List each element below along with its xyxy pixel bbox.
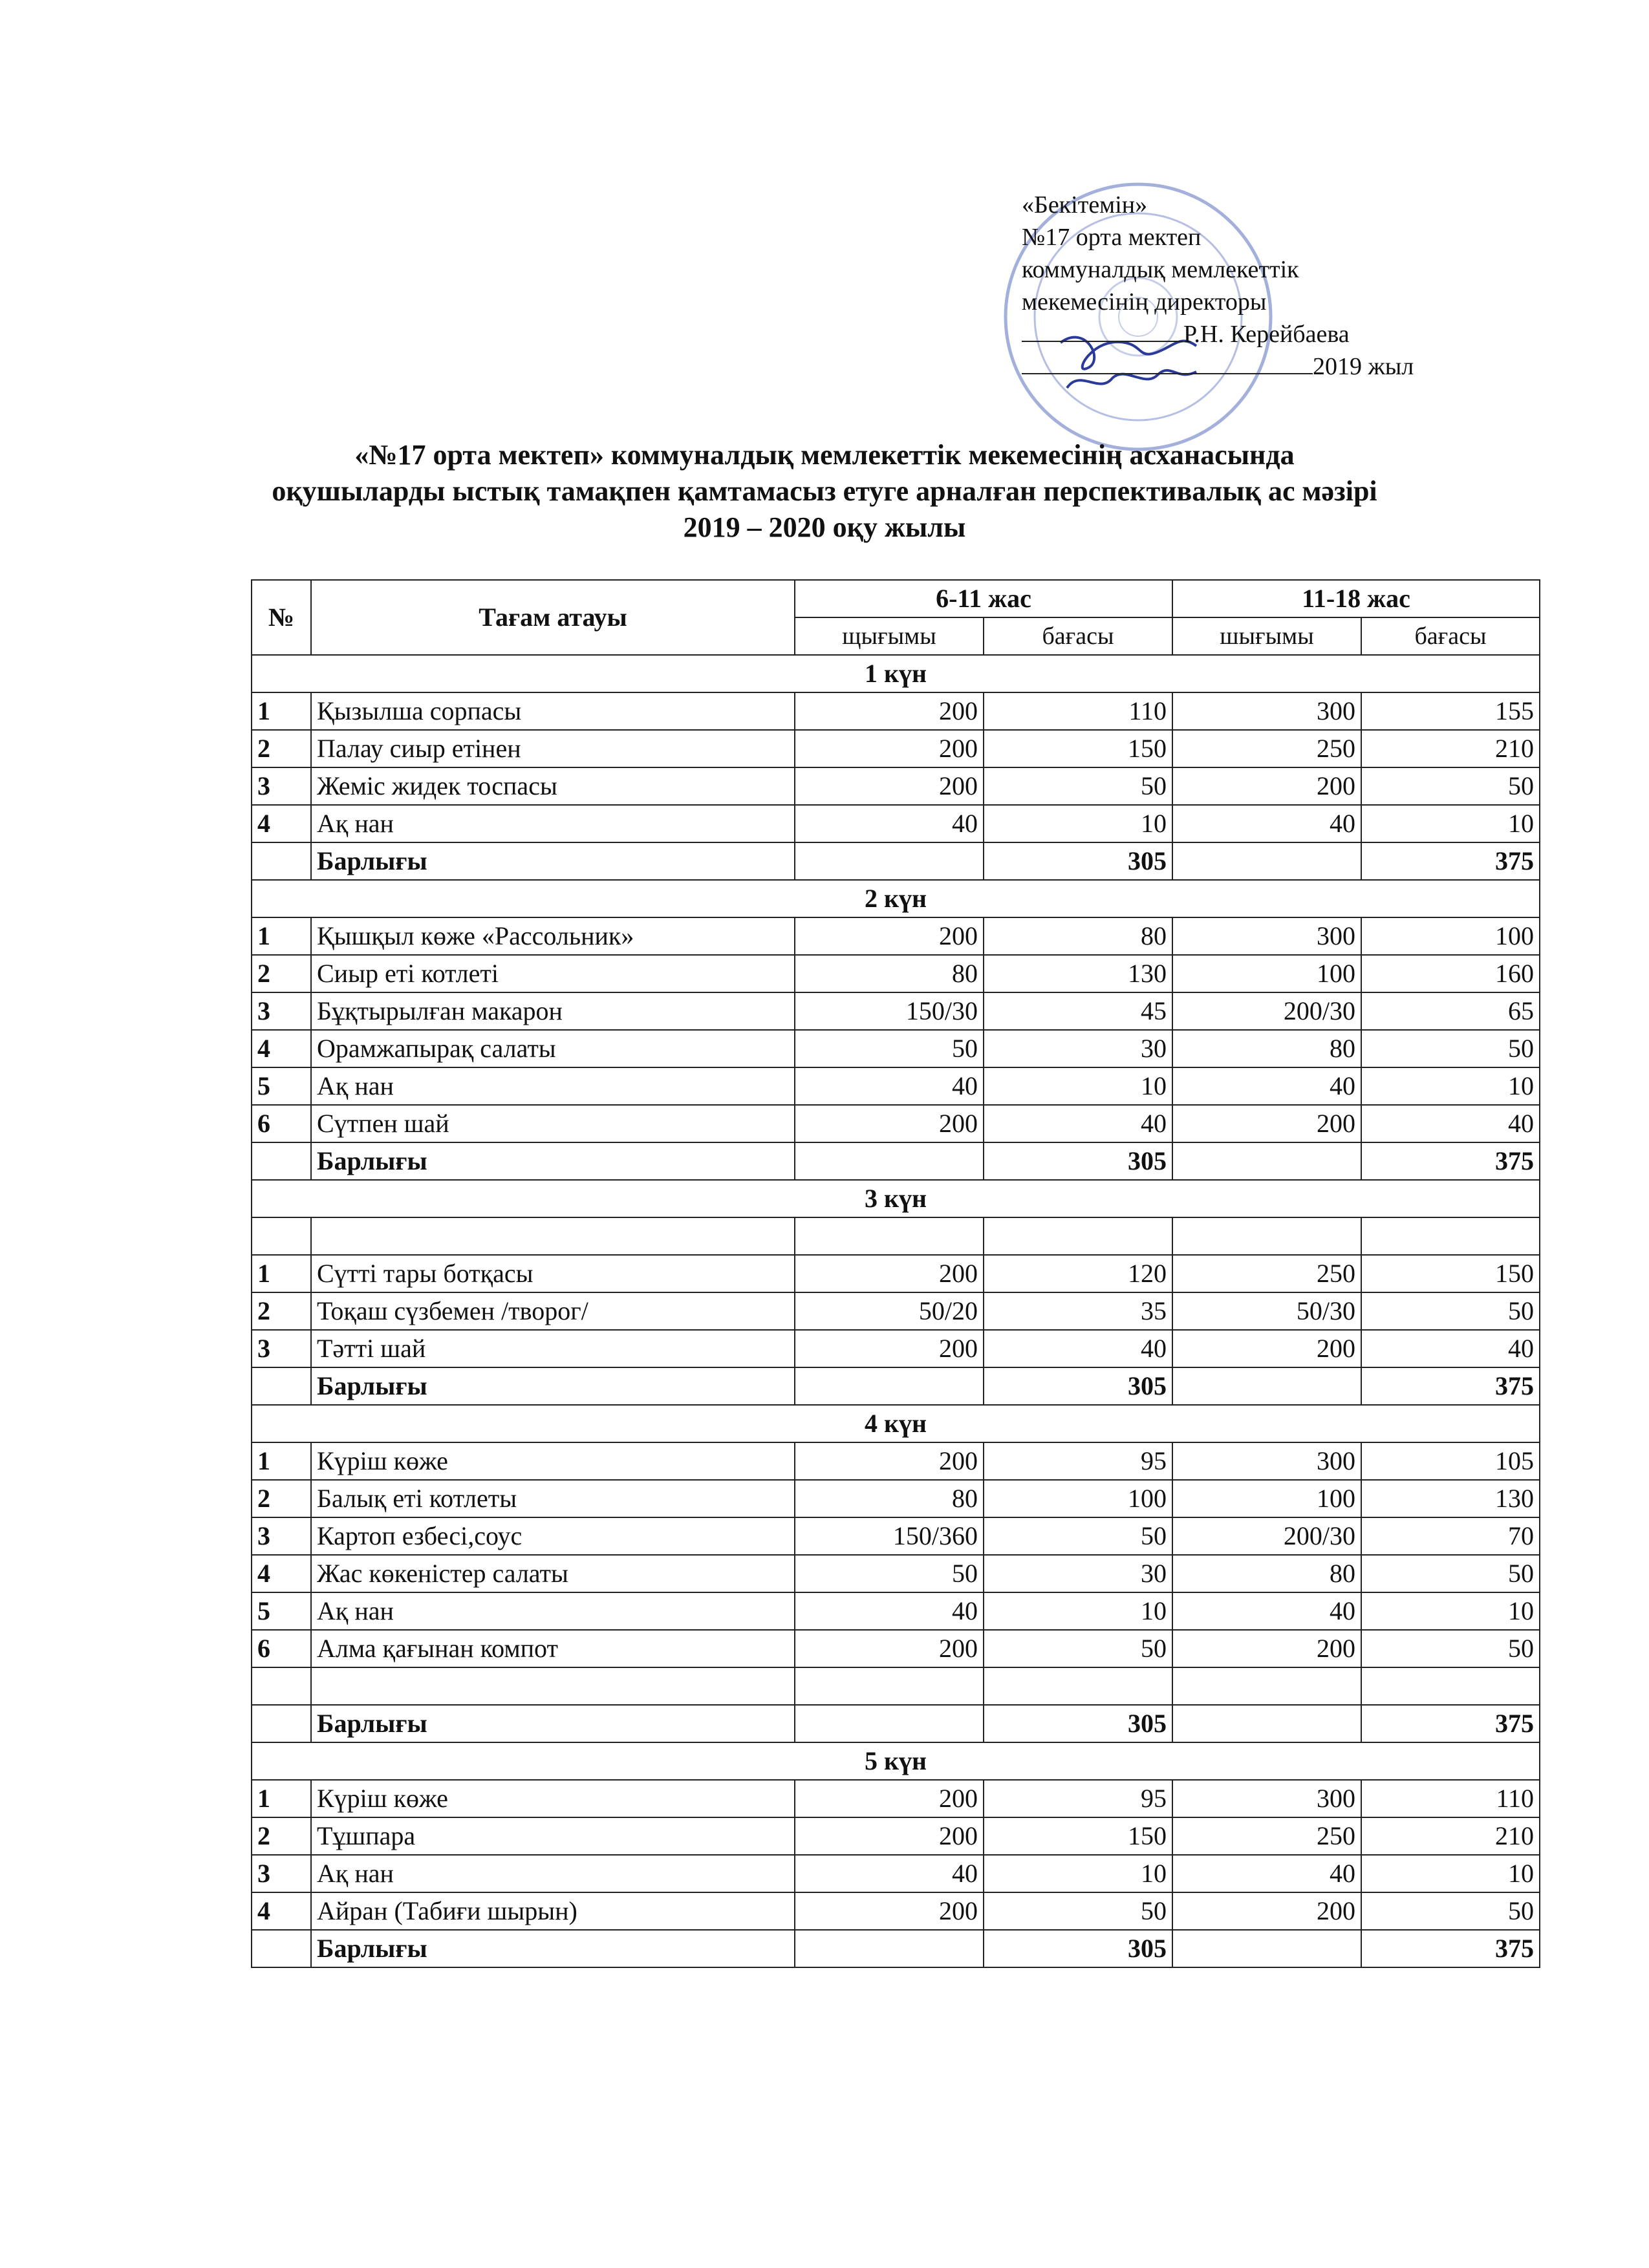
day-header-row [252, 1180, 1540, 1217]
day-header-row [252, 880, 1540, 917]
price-11-18: 10 [1361, 1067, 1540, 1105]
output-6-11: 80 [795, 955, 984, 992]
total-label: Барлығы [311, 1142, 795, 1180]
output-6-11: 200 [795, 1442, 984, 1480]
output-11-18: 250 [1172, 1255, 1361, 1292]
table-row [252, 1105, 1540, 1142]
price-11-18: 50 [1361, 1892, 1540, 1930]
price-11-18: 155 [1361, 692, 1540, 730]
price-11-18: 50 [1361, 1555, 1540, 1592]
dish-name: Палау сиыр етінен [311, 730, 795, 767]
item-number: 1 [252, 917, 311, 955]
empty-cell-price-6-11 [984, 1217, 1172, 1255]
title-line-3: 2019 – 2020 оқу жылы [683, 511, 966, 543]
price-6-11: 10 [984, 1067, 1172, 1105]
output-11-18: 300 [1172, 692, 1361, 730]
total-empty-output-6-11 [795, 1367, 984, 1405]
header-price-11-18: бағасы [1361, 617, 1540, 655]
total-row [252, 1142, 1540, 1180]
price-6-11: 50 [984, 1630, 1172, 1667]
output-6-11: 200 [795, 692, 984, 730]
table-row [252, 692, 1540, 730]
header-dish-name: Тағам атауы [311, 580, 795, 655]
table-row [252, 955, 1540, 992]
dish-name: Балық еті котлеты [311, 1480, 795, 1517]
output-6-11: 200 [795, 1255, 984, 1292]
output-6-11: 40 [795, 805, 984, 842]
price-11-18: 10 [1361, 805, 1540, 842]
price-6-11: 30 [984, 1030, 1172, 1067]
price-6-11: 130 [984, 955, 1172, 992]
dish-name: Қышқыл көже «Рассольник» [311, 917, 795, 955]
price-11-18: 65 [1361, 992, 1540, 1030]
total-price-11-18: 375 [1361, 842, 1540, 880]
total-price-6-11: 305 [984, 842, 1172, 880]
output-11-18: 40 [1172, 1067, 1361, 1105]
price-6-11: 95 [984, 1780, 1172, 1817]
output-11-18: 200 [1172, 1105, 1361, 1142]
output-11-18: 50/30 [1172, 1292, 1361, 1330]
price-6-11: 110 [984, 692, 1172, 730]
total-empty-output-6-11 [795, 1930, 984, 1967]
output-11-18: 250 [1172, 730, 1361, 767]
day-header-row [252, 1742, 1540, 1780]
table-row [252, 805, 1540, 842]
item-number: 5 [252, 1592, 311, 1630]
total-empty-output-6-11 [795, 1142, 984, 1180]
total-label: Барлығы [311, 1367, 795, 1405]
total-empty-output-11-18 [1172, 1930, 1361, 1967]
output-6-11: 200 [795, 1630, 984, 1667]
item-number: 2 [252, 1480, 311, 1517]
table-row [252, 1780, 1540, 1817]
output-6-11: 200 [795, 917, 984, 955]
output-11-18: 300 [1172, 1780, 1361, 1817]
total-price-6-11: 305 [984, 1705, 1172, 1742]
empty-cell-dish-name [311, 1667, 795, 1705]
day-label: 2 күн [252, 880, 1540, 917]
empty-cell-output-6-11 [795, 1217, 984, 1255]
output-6-11: 150/30 [795, 992, 984, 1030]
total-price-11-18: 375 [1361, 1930, 1540, 1967]
total-row [252, 842, 1540, 880]
item-number: 6 [252, 1105, 311, 1142]
dish-name: Тұшпара [311, 1817, 795, 1855]
price-6-11: 30 [984, 1555, 1172, 1592]
table-row [252, 1817, 1540, 1855]
approval-year: 2019 жыл [1313, 353, 1414, 380]
price-11-18: 70 [1361, 1517, 1540, 1555]
empty-row [252, 1667, 1540, 1705]
total-label: Барлығы [311, 1705, 795, 1742]
output-11-18: 80 [1172, 1030, 1361, 1067]
output-6-11: 200 [795, 1105, 984, 1142]
output-6-11: 40 [795, 1592, 984, 1630]
price-6-11: 120 [984, 1255, 1172, 1292]
total-empty-output-11-18 [1172, 1705, 1361, 1742]
table-row [252, 1030, 1540, 1067]
price-6-11: 45 [984, 992, 1172, 1030]
table-row [252, 1067, 1540, 1105]
price-6-11: 50 [984, 1892, 1172, 1930]
output-6-11: 50 [795, 1555, 984, 1592]
dish-name: Сиыр еті котлеті [311, 955, 795, 992]
table-row [252, 1330, 1540, 1367]
output-11-18: 100 [1172, 955, 1361, 992]
total-price-11-18: 375 [1361, 1705, 1540, 1742]
output-11-18: 200 [1172, 1330, 1361, 1367]
table-row [252, 1517, 1540, 1555]
price-6-11: 150 [984, 730, 1172, 767]
table-row [252, 1555, 1540, 1592]
empty-cell-output-6-11 [795, 1667, 984, 1705]
item-number: 1 [252, 1442, 311, 1480]
total-empty-output-6-11 [795, 842, 984, 880]
output-11-18: 200 [1172, 1892, 1361, 1930]
dish-name: Картоп езбесі,соус [311, 1517, 795, 1555]
director-position: мекемесінің директоры [1022, 288, 1267, 316]
price-11-18: 160 [1361, 955, 1540, 992]
output-11-18: 250 [1172, 1817, 1361, 1855]
dish-name: Қызылша сорпасы [311, 692, 795, 730]
output-11-18: 200 [1172, 767, 1361, 805]
item-number: 2 [252, 730, 311, 767]
document-title [194, 437, 1455, 546]
total-empty-output-11-18 [1172, 1367, 1361, 1405]
total-row [252, 1705, 1540, 1742]
dish-name: Ақ нан [311, 1592, 795, 1630]
price-6-11: 40 [984, 1330, 1172, 1367]
table-row [252, 1292, 1540, 1330]
empty-cell-output-11-18 [1172, 1667, 1361, 1705]
item-number: 5 [252, 1067, 311, 1105]
day-label: 3 күн [252, 1180, 1540, 1217]
menu-table-body [252, 655, 1540, 1967]
dish-name: Сүтті тары ботқасы [311, 1255, 795, 1292]
item-number: 1 [252, 1255, 311, 1292]
total-price-6-11: 305 [984, 1367, 1172, 1405]
price-6-11: 80 [984, 917, 1172, 955]
output-6-11: 200 [795, 730, 984, 767]
day-label: 1 күн [252, 655, 1540, 692]
approval-date-line [1022, 350, 1474, 383]
header-output-6-11: щығымы [795, 617, 984, 655]
item-number: 4 [252, 1892, 311, 1930]
price-6-11: 10 [984, 805, 1172, 842]
price-6-11: 95 [984, 1442, 1172, 1480]
output-6-11: 40 [795, 1067, 984, 1105]
output-6-11: 40 [795, 1855, 984, 1892]
table-row [252, 1255, 1540, 1292]
total-empty-output-11-18 [1172, 1142, 1361, 1180]
output-6-11: 50/20 [795, 1292, 984, 1330]
dish-name: Ақ нан [311, 805, 795, 842]
output-6-11: 80 [795, 1480, 984, 1517]
price-11-18: 100 [1361, 917, 1540, 955]
day-label: 4 күн [252, 1405, 1540, 1442]
price-6-11: 35 [984, 1292, 1172, 1330]
total-row [252, 1367, 1540, 1405]
price-11-18: 110 [1361, 1780, 1540, 1817]
price-11-18: 50 [1361, 1030, 1540, 1067]
item-number: 3 [252, 1517, 311, 1555]
price-11-18: 50 [1361, 1292, 1540, 1330]
output-11-18: 100 [1172, 1480, 1361, 1517]
table-row [252, 1855, 1540, 1892]
table-row [252, 730, 1540, 767]
price-6-11: 50 [984, 1517, 1172, 1555]
empty-cell-price-6-11 [984, 1667, 1172, 1705]
header-age-6-11: 6-11 жас [795, 580, 1172, 617]
output-6-11: 50 [795, 1030, 984, 1067]
title-line-2: оқушыларды ыстық тамақпен қамтамасыз етуге арналған перспективалық ас мәзірі [272, 475, 1377, 507]
output-11-18: 40 [1172, 1855, 1361, 1892]
dish-name: Күріш көже [311, 1780, 795, 1817]
total-label: Барлығы [311, 1930, 795, 1967]
output-6-11: 200 [795, 1330, 984, 1367]
empty-cell-price-11-18 [1361, 1217, 1540, 1255]
total-row [252, 1930, 1540, 1967]
price-11-18: 50 [1361, 1630, 1540, 1667]
output-6-11: 200 [795, 1892, 984, 1930]
item-number: 4 [252, 805, 311, 842]
header-price-6-11: бағасы [984, 617, 1172, 655]
price-6-11: 50 [984, 767, 1172, 805]
item-number: 3 [252, 1330, 311, 1367]
item-number: 6 [252, 1630, 311, 1667]
price-11-18: 105 [1361, 1442, 1540, 1480]
dish-name: Сүтпен шай [311, 1105, 795, 1142]
price-11-18: 40 [1361, 1105, 1540, 1142]
total-label: Барлығы [311, 842, 795, 880]
dish-name: Тәтті шай [311, 1330, 795, 1367]
output-11-18: 40 [1172, 805, 1361, 842]
item-number: 2 [252, 955, 311, 992]
item-number: 1 [252, 1780, 311, 1817]
dish-name: Орамжапырақ салаты [311, 1030, 795, 1067]
dish-name: Бұқтырылған макарон [311, 992, 795, 1030]
output-11-18: 200/30 [1172, 992, 1361, 1030]
dish-name: Ақ нан [311, 1855, 795, 1892]
empty-cell-output-11-18 [1172, 1217, 1361, 1255]
output-6-11: 150/360 [795, 1517, 984, 1555]
item-number: 4 [252, 1030, 311, 1067]
price-11-18: 150 [1361, 1255, 1540, 1292]
price-6-11: 40 [984, 1105, 1172, 1142]
total-price-11-18: 375 [1361, 1367, 1540, 1405]
approval-label: «Бекітемін» [1022, 191, 1148, 219]
table-row [252, 767, 1540, 805]
total-price-6-11: 305 [984, 1142, 1172, 1180]
total-empty-number [252, 1930, 311, 1967]
header-number: № [252, 580, 311, 655]
empty-cell-price-11-18 [1361, 1667, 1540, 1705]
total-empty-number [252, 1142, 311, 1180]
header-age-11-18: 11-18 жас [1172, 580, 1540, 617]
price-6-11: 10 [984, 1855, 1172, 1892]
dish-name: Айран (Табиғи шырын) [311, 1892, 795, 1930]
title-line-1: «№17 орта мектеп» коммуналдық мемлекеттік мекемесінің асханасында [354, 439, 1295, 471]
price-6-11: 10 [984, 1592, 1172, 1630]
dish-name: Ақ нан [311, 1067, 795, 1105]
school-name: №17 орта мектеп [1022, 224, 1202, 251]
table-row [252, 1892, 1540, 1930]
price-11-18: 210 [1361, 730, 1540, 767]
total-empty-output-11-18 [1172, 842, 1361, 880]
empty-cell-number [252, 1667, 311, 1705]
total-empty-number [252, 842, 311, 880]
table-row [252, 992, 1540, 1030]
dish-name: Алма қағынан компот [311, 1630, 795, 1667]
output-11-18: 200 [1172, 1630, 1361, 1667]
output-6-11: 200 [795, 1780, 984, 1817]
output-6-11: 200 [795, 767, 984, 805]
item-number: 2 [252, 1817, 311, 1855]
empty-cell-number [252, 1217, 311, 1255]
item-number: 2 [252, 1292, 311, 1330]
empty-row [252, 1217, 1540, 1255]
total-empty-number [252, 1705, 311, 1742]
output-11-18: 40 [1172, 1592, 1361, 1630]
output-11-18: 300 [1172, 1442, 1361, 1480]
day-header-row [252, 655, 1540, 692]
total-price-6-11: 305 [984, 1930, 1172, 1967]
output-11-18: 200/30 [1172, 1517, 1361, 1555]
director-name: Р.Н. Керейбаева [1183, 321, 1350, 348]
empty-cell-dish-name [311, 1217, 795, 1255]
total-empty-output-6-11 [795, 1705, 984, 1742]
item-number: 3 [252, 767, 311, 805]
table-row [252, 917, 1540, 955]
header-output-11-18: шығымы [1172, 617, 1361, 655]
total-empty-number [252, 1367, 311, 1405]
price-11-18: 40 [1361, 1330, 1540, 1367]
approval-block [1022, 189, 1474, 383]
signature-blank [1022, 341, 1183, 342]
total-price-11-18: 375 [1361, 1142, 1540, 1180]
item-number: 3 [252, 1855, 311, 1892]
output-11-18: 80 [1172, 1555, 1361, 1592]
price-11-18: 50 [1361, 767, 1540, 805]
dish-name: Жеміс жидек тоспасы [311, 767, 795, 805]
menu-table [251, 579, 1540, 1968]
institution-type: коммуналдық мемлекеттік [1022, 256, 1299, 283]
table-row [252, 1480, 1540, 1517]
day-header-row [252, 1405, 1540, 1442]
dish-name: Жас көкеністер салаты [311, 1555, 795, 1592]
day-label: 5 күн [252, 1742, 1540, 1780]
price-11-18: 130 [1361, 1480, 1540, 1517]
director-signature-line [1022, 318, 1474, 350]
output-11-18: 300 [1172, 917, 1361, 955]
price-6-11: 100 [984, 1480, 1172, 1517]
dish-name: Күріш көже [311, 1442, 795, 1480]
price-11-18: 210 [1361, 1817, 1540, 1855]
table-row [252, 1442, 1540, 1480]
item-number: 4 [252, 1555, 311, 1592]
table-row [252, 1592, 1540, 1630]
date-blank [1022, 373, 1313, 374]
dish-name: Тоқаш сүзбемен /творог/ [311, 1292, 795, 1330]
output-6-11: 200 [795, 1817, 984, 1855]
item-number: 1 [252, 692, 311, 730]
price-11-18: 10 [1361, 1592, 1540, 1630]
table-row [252, 1630, 1540, 1667]
price-11-18: 10 [1361, 1855, 1540, 1892]
table-header-row [252, 580, 1540, 617]
item-number: 3 [252, 992, 311, 1030]
price-6-11: 150 [984, 1817, 1172, 1855]
